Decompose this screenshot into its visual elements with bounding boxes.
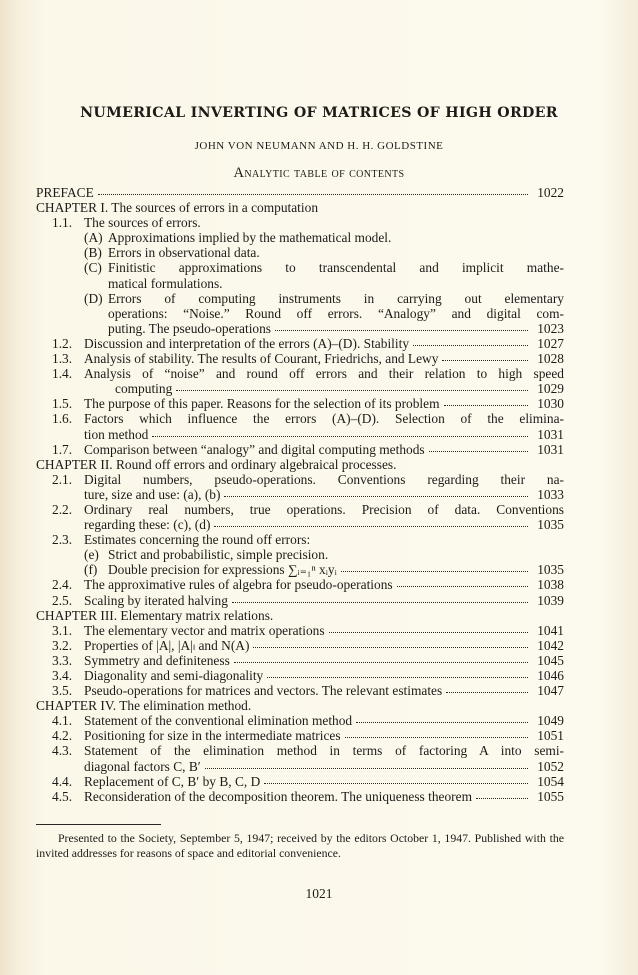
toc-section-text: Ordinary real numbers, true operations. Precision of data. Conventions [84, 501, 564, 517]
toc-section-text: Discussion and interpretation of the errors (A)–(D). Stability [84, 335, 410, 351]
toc-section-page: 1038 [537, 577, 564, 593]
dot-leader [264, 783, 528, 784]
toc-section-text: Diagonality and semi-diagonality [84, 668, 264, 683]
toc-section-continued [36, 381, 564, 396]
toc-section-text: Scaling by iterated halving [84, 592, 228, 608]
section-number: 1.5. [52, 396, 73, 412]
chapter-heading: CHAPTER II. Round off errors and ordinary algebraical processes. [36, 456, 397, 472]
toc-section-text: Analysis of “noise” and round off errors and their relation to high speed [84, 366, 564, 382]
dot-leader [345, 737, 528, 738]
toc-section [36, 351, 564, 366]
chapter-heading: CHAPTER IV. The elimination method. [36, 698, 252, 714]
toc-section-continued [36, 427, 564, 442]
toc-preface [36, 185, 564, 200]
toc-section-text: Estimates concerning the round off errors: [84, 532, 311, 548]
toc-section-text: The approximative rules of algebra for pseudo-operations [84, 577, 393, 593]
toc-section-page: 1052 [537, 758, 564, 774]
paper-title: NUMERICAL INVERTING OF MATRICES OF HIGH ORDER [80, 105, 558, 121]
section-number: 4.4. [52, 773, 73, 789]
chapter-heading: CHAPTER III. Elementary matrix relations. [36, 607, 274, 623]
toc-section-text: Statement of the conventional elimination method [84, 713, 353, 729]
toc-section-page: 1031 [537, 441, 564, 457]
section-number: 3.1. [52, 622, 73, 638]
toc-subitem-continued [36, 306, 564, 321]
subitem-tag: (A) [84, 230, 103, 246]
toc-subitem-continued [36, 321, 564, 336]
toc-section [36, 713, 564, 728]
section-number: 1.6. [52, 411, 73, 427]
dot-leader [397, 586, 528, 587]
dot-leader [329, 632, 528, 633]
dot-leader [224, 496, 528, 497]
dot-leader [444, 405, 528, 406]
dot-leader [232, 602, 528, 603]
toc-section-page: 1030 [537, 396, 564, 412]
toc-section-page: 1029 [537, 381, 564, 397]
toc-section-text: ture, size and use: (a), (b) [84, 486, 221, 502]
toc-section-text: Digital numbers, pseudo-operations. Conventions regarding their na- [84, 471, 564, 487]
dot-leader [476, 798, 528, 799]
toc-subitem [36, 547, 564, 562]
toc-subitem-continued [36, 276, 564, 291]
toc-subitem-text: operations: “Noise.” Round off errors. “Analogy” and digital com- [108, 305, 564, 321]
dot-leader [234, 662, 528, 663]
toc-section-page: 1027 [537, 335, 564, 351]
toc-section [36, 789, 564, 804]
toc-subitem [36, 260, 564, 275]
dot-leader [98, 194, 528, 195]
section-number: 2.3. [52, 532, 73, 548]
section-number: 3.3. [52, 652, 73, 668]
subitem-tag: (C) [84, 260, 102, 276]
section-number: 1.1. [52, 215, 73, 231]
toc-section-text: Factors which influence the errors (A)–(D). Selection of the elimina- [84, 411, 564, 427]
section-number: 2.4. [52, 577, 73, 593]
dot-leader [429, 451, 528, 452]
toc-section [36, 336, 564, 351]
toc-subitem-text: Errors in observational data. [108, 245, 260, 261]
toc-section [36, 683, 564, 698]
footnote-rule [36, 824, 161, 825]
subitem-tag: (f) [84, 562, 98, 578]
toc-section [36, 396, 564, 411]
toc-section [36, 743, 564, 758]
section-number: 4.2. [52, 728, 73, 744]
section-number: 3.5. [52, 683, 73, 699]
dot-leader [253, 647, 528, 648]
toc-section-text: The elementary vector and matrix operations [84, 622, 325, 638]
toc-section [36, 472, 564, 487]
section-number: 1.3. [52, 351, 73, 367]
toc-section-page: 1028 [537, 351, 564, 367]
toc-section-page: 1042 [537, 637, 564, 653]
dot-leader [176, 390, 528, 391]
authors: JOHN VON NEUMANN AND H. H. GOLDSTINE [194, 140, 444, 152]
footnote: Presented to the Society, September 5, 1947; received by the editors October 1, 1947. Published with the invited addresses for reasons of space and editorial convenience. [36, 831, 564, 860]
page-number: 1021 [305, 886, 333, 901]
section-number: 2.5. [52, 592, 73, 608]
toc-section [36, 593, 564, 608]
toc-subitem [36, 562, 564, 577]
toc-section [36, 366, 564, 381]
toc-section-text: tion method [84, 426, 149, 442]
toc-subitem-page: 1035 [537, 562, 564, 578]
toc-section-page: 1041 [537, 622, 564, 638]
toc-section-page: 1031 [537, 426, 564, 442]
toc-section-page: 1046 [537, 668, 564, 683]
toc-subitem-text: Strict and probabilistic, simple precision. [108, 547, 329, 563]
dot-leader [267, 677, 528, 678]
toc-section-text: Replacement of C, B′ by B, C, D [84, 773, 261, 789]
preface-label: PREFACE [36, 185, 94, 200]
section-number: 1.4. [52, 366, 73, 382]
section-number: 2.1. [52, 471, 73, 487]
toc-subitem-text: Double precision for expressions ∑ᵢ₌₁ⁿ xᵢyᵢ [108, 562, 337, 578]
subitem-tag: (B) [84, 245, 102, 261]
toc-section [36, 215, 564, 230]
dot-leader [152, 436, 528, 437]
toc-section [36, 502, 564, 517]
toc-subitem-text: Errors of computing instruments in carrying out elementary [108, 290, 564, 306]
toc-section-page: 1049 [537, 713, 564, 729]
toc-subitem-page: 1023 [537, 320, 564, 336]
toc-section [36, 728, 564, 743]
toc-section [36, 653, 564, 668]
toc-section-text: The purpose of this paper. Reasons for the selection of its problem [84, 396, 440, 412]
toc-section [36, 411, 564, 426]
toc-section [36, 638, 564, 653]
toc-section-continued [36, 517, 564, 532]
toc-subitem [36, 230, 564, 245]
toc-section-text: Pseudo-operations for matrices and vectors. The relevant estimates [84, 683, 443, 699]
dot-leader [275, 330, 528, 331]
subitem-tag: (e) [84, 547, 99, 563]
toc-section [36, 577, 564, 592]
toc-subitem [36, 291, 564, 306]
dot-leader [446, 692, 528, 693]
section-number: 2.2. [52, 501, 73, 517]
table-of-contents [36, 185, 564, 804]
subitem-tag: (D) [84, 290, 103, 306]
toc-section-page: 1039 [537, 592, 564, 608]
toc-section-text: Positioning for size in the intermediate matrices [84, 728, 341, 744]
chapter-heading: CHAPTER I. The sources of errors in a computation [36, 200, 319, 216]
toc-section-page: 1033 [537, 486, 564, 502]
toc-section-text: Properties of |A|, |A|ₗ and N(A) [84, 637, 250, 653]
preface-page: 1022 [537, 185, 564, 200]
toc-subitem-text: matical formulations. [108, 275, 223, 291]
section-number: 4.5. [52, 788, 73, 804]
section-number: 4.1. [52, 713, 73, 729]
toc-section [36, 623, 564, 638]
dot-leader [356, 722, 528, 723]
toc-section-text: regarding these: (c), (d) [84, 517, 211, 533]
toc-subitem-text: puting. The pseudo-operations [108, 320, 272, 336]
dot-leader [413, 345, 528, 346]
dot-leader [341, 571, 528, 572]
section-number: 1.2. [52, 335, 73, 351]
toc-section-page: 1035 [537, 517, 564, 533]
dot-leader [205, 768, 528, 769]
toc-section-page: 1051 [537, 728, 564, 744]
toc-section [36, 532, 564, 547]
toc-section-text: Symmetry and definiteness [84, 652, 230, 668]
toc-section-text: diagonal factors C, B′ [84, 758, 201, 774]
section-number: 4.3. [52, 743, 73, 759]
toc-section-text: Reconsideration of the decomposition theorem. The uniqueness theorem [84, 788, 472, 804]
toc-section-text: The sources of errors. [84, 215, 201, 231]
toc-section-text: computing [115, 381, 173, 397]
toc-subitem [36, 245, 564, 260]
dot-leader [442, 360, 528, 361]
toc-section-continued [36, 759, 564, 774]
section-number: 3.4. [52, 668, 73, 683]
toc-subitem-text: Finitistic approximations to transcendental and implicit mathe- [108, 260, 564, 276]
toc-section-text: Comparison between “analogy” and digital computing methods [84, 441, 425, 457]
toc-heading: Analytic table of contents [233, 165, 405, 181]
toc-section [36, 774, 564, 789]
toc-section-text: Statement of the elimination method in terms of factoring A into semi- [84, 743, 564, 759]
toc-section-page: 1045 [537, 652, 564, 668]
toc-section-text: Analysis of stability. The results of Courant, Friedrichs, and Lewy [84, 351, 439, 367]
section-number: 1.7. [52, 441, 73, 457]
toc-section [36, 668, 564, 683]
dot-leader [214, 526, 528, 527]
toc-subitem-text: Approximations implied by the mathematical model. [108, 230, 392, 246]
section-number: 3.2. [52, 637, 73, 653]
toc-section [36, 442, 564, 457]
toc-section-page: 1055 [537, 788, 564, 804]
toc-section-page: 1047 [537, 683, 564, 699]
toc-section-continued [36, 487, 564, 502]
toc-section-page: 1054 [537, 773, 564, 789]
